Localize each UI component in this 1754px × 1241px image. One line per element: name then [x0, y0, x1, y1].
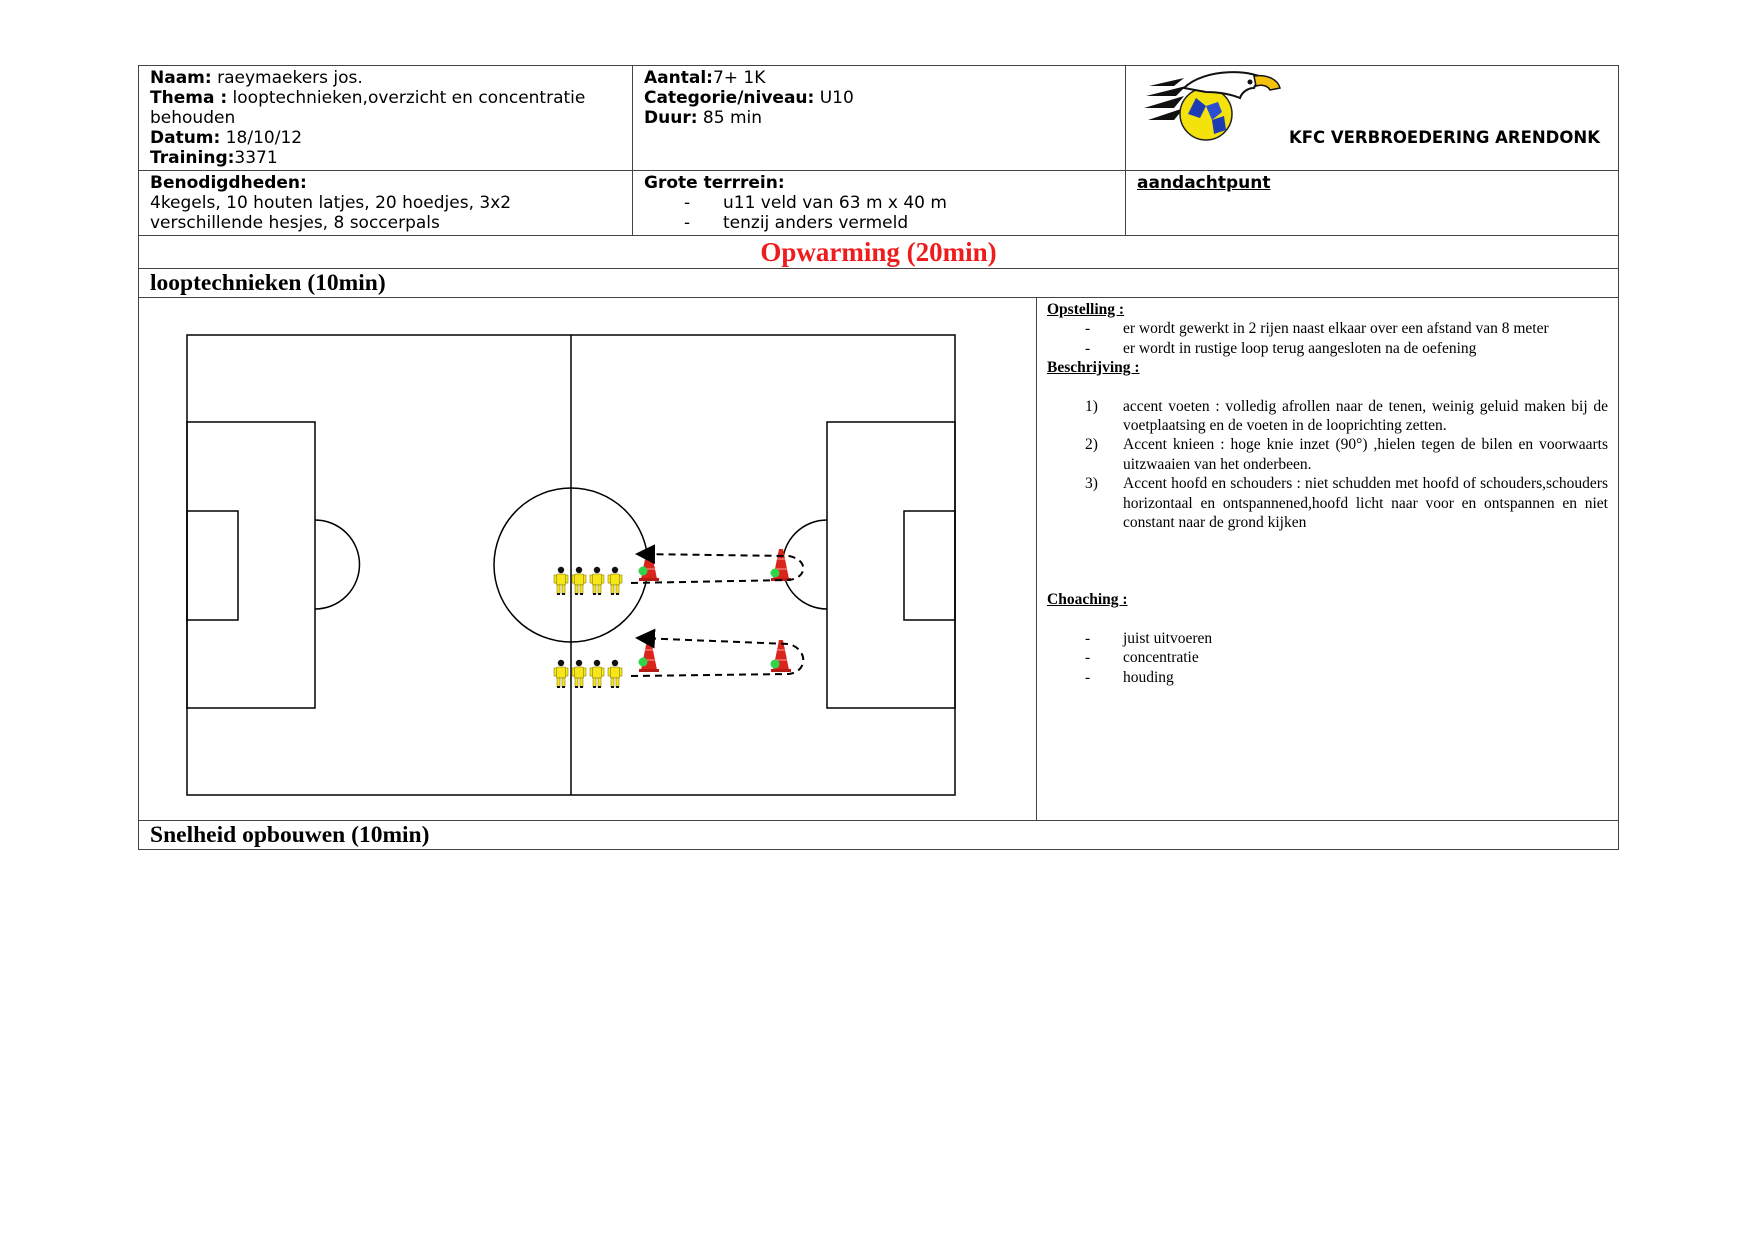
terrain-cell: [633, 171, 1126, 236]
field-diagram-cell: [139, 298, 1037, 821]
row-1-players: [554, 567, 622, 595]
terrein-item: - tenzij anders vermeld: [684, 213, 1114, 233]
datum-label: Datum:: [150, 128, 221, 148]
coaching-label: Choaching :: [1047, 591, 1128, 609]
naam-value: raeymaekers jos.: [211, 68, 363, 88]
soccer-field-diagram: [139, 298, 1036, 816]
opstelling-list: [1047, 319, 1608, 358]
player-icon: [554, 660, 568, 688]
training-label: Training:: [150, 148, 235, 168]
club-cell: [1126, 66, 1619, 171]
right-penalty-area: [827, 422, 955, 708]
aantal-value: 7+ 1K: [712, 68, 766, 88]
naam-label: Naam:: [150, 68, 212, 88]
opwarming-title: Opwarming (20min): [139, 236, 1619, 269]
coaching-item: - houding: [1085, 668, 1608, 687]
field-lines: [187, 335, 955, 795]
duur-value: 85 min: [697, 108, 762, 128]
item-text: accent voeten : volledig afrollen naar de tenen, weinig geluid maken bij de voetplaatsing en de voeten in de looprichting zetten.: [1123, 397, 1608, 435]
coaching-item: - juist uitvoeren: [1085, 629, 1608, 648]
left-penalty-arc: [315, 520, 360, 609]
coaching-list: [1047, 629, 1608, 687]
row-2-players: [554, 660, 622, 688]
beschrijving-item: [1085, 397, 1608, 436]
item-number: 3): [1085, 475, 1098, 493]
player-icon: [554, 567, 568, 595]
right-penalty-arc: [783, 520, 828, 609]
right-goal-area: [904, 511, 955, 620]
left-goal-area: [187, 511, 238, 620]
attention-cell: [1126, 171, 1619, 236]
beschrijving-list: [1047, 397, 1608, 533]
ball-icon: [639, 658, 648, 667]
item-text: Accent knieen : hoge knie inzet (90°) ,hielen tegen de bilen en voorwaarts uitzwaaien van het onderbeen.: [1123, 436, 1608, 473]
player-icon: [590, 567, 604, 595]
beschrijving-item: [1085, 435, 1608, 474]
ball-icon: [771, 660, 780, 669]
thema-label: Thema :: [150, 88, 228, 108]
section1-title: looptechnieken (10min): [139, 269, 1619, 298]
header-table: [138, 65, 1619, 298]
thema-value: looptechnieken,overzicht en concentratie behouden: [150, 88, 586, 128]
beschrijving-item: [1085, 474, 1608, 532]
section2-title: Snelheid opbouwen (10min): [139, 821, 1619, 850]
duur-label: Duur:: [644, 108, 698, 128]
left-penalty-area: [187, 422, 315, 708]
exercise-table: [138, 297, 1619, 850]
opstelling-item: - er wordt in rustige loop terug aangesloten na de oefening: [1085, 339, 1608, 358]
player-icon: [590, 660, 604, 688]
opstelling-item: - er wordt gewerkt in 2 rijen naast elkaar over een afstand van 8 meter: [1085, 319, 1608, 338]
club-logo-icon: [1144, 68, 1284, 144]
item-number: 1): [1085, 397, 1098, 415]
terrein-label: Grote terrrein:: [644, 173, 785, 193]
player-icon: [608, 660, 622, 688]
terrein-item: - u11 veld van 63 m x 40 m: [684, 193, 1114, 213]
ball-icon: [771, 569, 780, 578]
info-cell: [139, 66, 633, 171]
datum-value: 18/10/12: [220, 128, 303, 148]
aantal-label: Aantal:: [644, 68, 713, 88]
cone-icon: [639, 640, 659, 672]
item-text: Accent hoofd en schouders : niet schudden met hoofd of schouders,schouders horizontaal en ontspannened,hoofd licht naar voor en ontspannen en niet constant naar de grond kijken: [1123, 475, 1608, 532]
player-icon: [572, 660, 586, 688]
aandachtpunt-label: aandachtpunt: [1137, 173, 1271, 193]
player-icon: [572, 567, 586, 595]
training-sheet: [138, 65, 1618, 850]
opstelling-label: Opstelling :: [1047, 301, 1125, 318]
player-icon: [608, 567, 622, 595]
terrein-list: [644, 193, 1114, 233]
item-number: 2): [1085, 436, 1098, 454]
ball-icon: [639, 567, 648, 576]
benodigdheden-label: Benodigdheden:: [150, 173, 307, 193]
materials-cell: [139, 171, 633, 236]
categorie-value: U10: [814, 88, 854, 108]
categorie-label: Categorie/niveau:: [644, 88, 815, 108]
beschrijving-label: Beschrijving :: [1047, 359, 1140, 377]
club-name: KFC VERBROEDERING ARENDONK: [1288, 128, 1600, 147]
description-cell: [1037, 298, 1619, 821]
benodigdheden-value: 4kegels, 10 houten latjes, 20 hoedjes, 3x2 verschillende hesjes, 8 soccerpals: [150, 193, 512, 233]
coaching-item: - concentratie: [1085, 648, 1608, 667]
group-cell: [633, 66, 1126, 171]
training-value: 3371: [234, 148, 278, 168]
